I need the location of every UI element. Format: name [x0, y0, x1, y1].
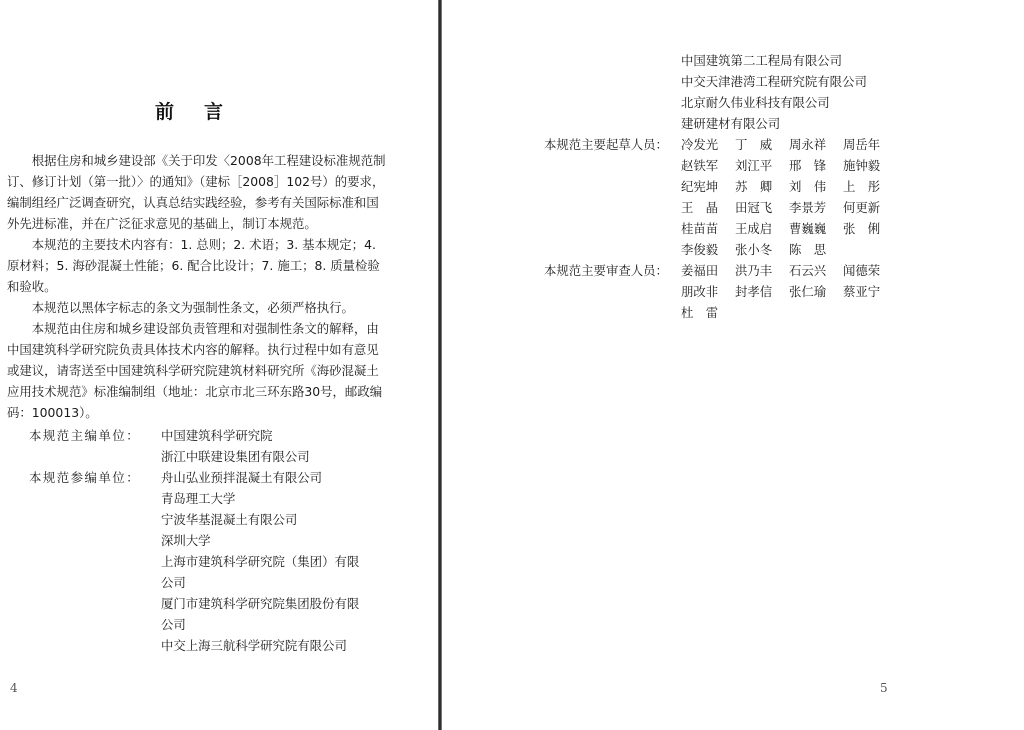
- person-name: 石云兴: [789, 263, 827, 278]
- person-name: 蔡亚宁: [843, 284, 881, 299]
- right-page-content: [544, 50, 914, 323]
- unit-name: 上海市建筑科学研究院（集团）有限: [161, 554, 360, 569]
- person-name: 周岳年: [843, 137, 881, 152]
- chief-units-label: 本规范主编单位：: [29, 428, 141, 443]
- participant-units-row: [7, 467, 391, 656]
- unit-name: 深圳大学: [161, 533, 211, 548]
- person-name: 陈 思: [789, 242, 827, 257]
- person-name: 苏 卿: [735, 179, 773, 194]
- person-name: 纪宪坤: [681, 179, 719, 194]
- person-name: 田冠飞: [735, 200, 773, 215]
- unit-name: 中国建筑第二工程局有限公司: [681, 53, 843, 68]
- reviewers-list: [681, 260, 914, 323]
- person-name: 刘 伟: [789, 179, 827, 194]
- person-name: 张 俐: [843, 221, 881, 236]
- page-number-left: 4: [10, 681, 18, 695]
- person-name: 朋改非: [681, 284, 719, 299]
- page-number-right: 5: [880, 681, 888, 695]
- reviewers-row: [544, 260, 914, 323]
- reviewers-label: 本规范主要审查人员：: [544, 263, 668, 278]
- person-name: 丁 威: [735, 137, 773, 152]
- person-name: 曹巍巍: [789, 221, 827, 236]
- person-name: 冷发光: [681, 137, 719, 152]
- person-name: 桂苗苗: [681, 221, 719, 236]
- paragraph: 根据住房和城乡建设部《关于印发〈2008年工程建设标准规范制订、修订计划（第一批）〉的通知》（建标［2008］102号）的要求，编制组经广泛调查研究，认真总结实践经验，参考有关国际标准和国外先进标准，并在广泛征求意见的基础上，制订本规范。: [7, 153, 386, 231]
- preface-body: [7, 150, 391, 656]
- unit-name: 中交天津港湾工程研究院有限公司: [681, 74, 867, 89]
- unit-name: 舟山弘业预拌混凝土有限公司: [161, 470, 323, 485]
- unit-name: 公司: [161, 575, 186, 590]
- unit-name: 中交上海三航科学研究院有限公司: [161, 638, 347, 653]
- person-name: 封孝信: [735, 284, 773, 299]
- unit-name: 公司: [161, 617, 186, 632]
- unit-name: 青岛理工大学: [161, 491, 236, 506]
- person-name: 王 晶: [681, 200, 719, 215]
- page-title: 前言: [155, 101, 254, 123]
- chief-units-row: [7, 425, 391, 467]
- continued-units: [681, 50, 914, 134]
- person-name: 王成启: [735, 221, 773, 236]
- unit-name: 厦门市建筑科学研究院集团股份有限: [161, 596, 360, 611]
- person-name: 姜福田: [681, 263, 719, 278]
- person-name: 刘江平: [735, 158, 773, 173]
- participant-units: [161, 467, 391, 656]
- continued-units-row: [544, 50, 914, 134]
- unit-name: 建研建材有限公司: [681, 116, 781, 131]
- person-name: 李景芳: [789, 200, 827, 215]
- chief-units: [161, 425, 391, 467]
- person-name: 邢 锋: [789, 158, 827, 173]
- drafters-label: 本规范主要起草人员：: [544, 137, 668, 152]
- participant-units-label: 本规范参编单位：: [29, 470, 141, 485]
- person-name: 施钟毅: [843, 158, 881, 173]
- paragraph: 本规范由住房和城乡建设部负责管理和对强制性条文的解释，由中国建筑科学研究院负责具体技术内容的解释。执行过程中如有意见或建议，请寄送至中国建筑科学研究院建筑材料研究所《海砂混凝土应用技术规范》标准编制组（地址：北京市北三环东路30号，邮政编码：100013）。: [7, 321, 383, 420]
- person-name: 何更新: [843, 200, 881, 215]
- person-name: 李俊毅: [681, 242, 719, 257]
- unit-name: 北京耐久伟业科技有限公司: [681, 95, 830, 110]
- person-name: 周永祥: [789, 137, 827, 152]
- person-name: 张仁瑜: [789, 284, 827, 299]
- person-name: 闻德荣: [843, 263, 881, 278]
- person-name: 杜 雷: [681, 305, 719, 320]
- drafters-list: [681, 134, 914, 260]
- person-name: 赵铁军: [681, 158, 719, 173]
- unit-name: 宁波华基混凝土有限公司: [161, 512, 298, 527]
- person-name: 上 彤: [843, 179, 881, 194]
- unit-name: 浙江中联建设集团有限公司: [161, 449, 310, 464]
- person-name: 张小冬: [735, 242, 773, 257]
- drafters-row: [544, 134, 914, 260]
- units-list: [7, 425, 391, 656]
- left-page: [0, 0, 438, 730]
- paragraph: 本规范的主要技术内容有：1. 总则；2. 术语；3. 基本规定；4. 原材料；5. 海砂混凝土性能；6. 配合比设计；7. 施工；8. 质量检验和验收。: [7, 237, 380, 294]
- paragraph: 本规范以黑体字标志的条文为强制性条文，必须严格执行。: [31, 300, 354, 315]
- person-name: 洪乃丰: [735, 263, 773, 278]
- unit-name: 中国建筑科学研究院: [161, 428, 273, 443]
